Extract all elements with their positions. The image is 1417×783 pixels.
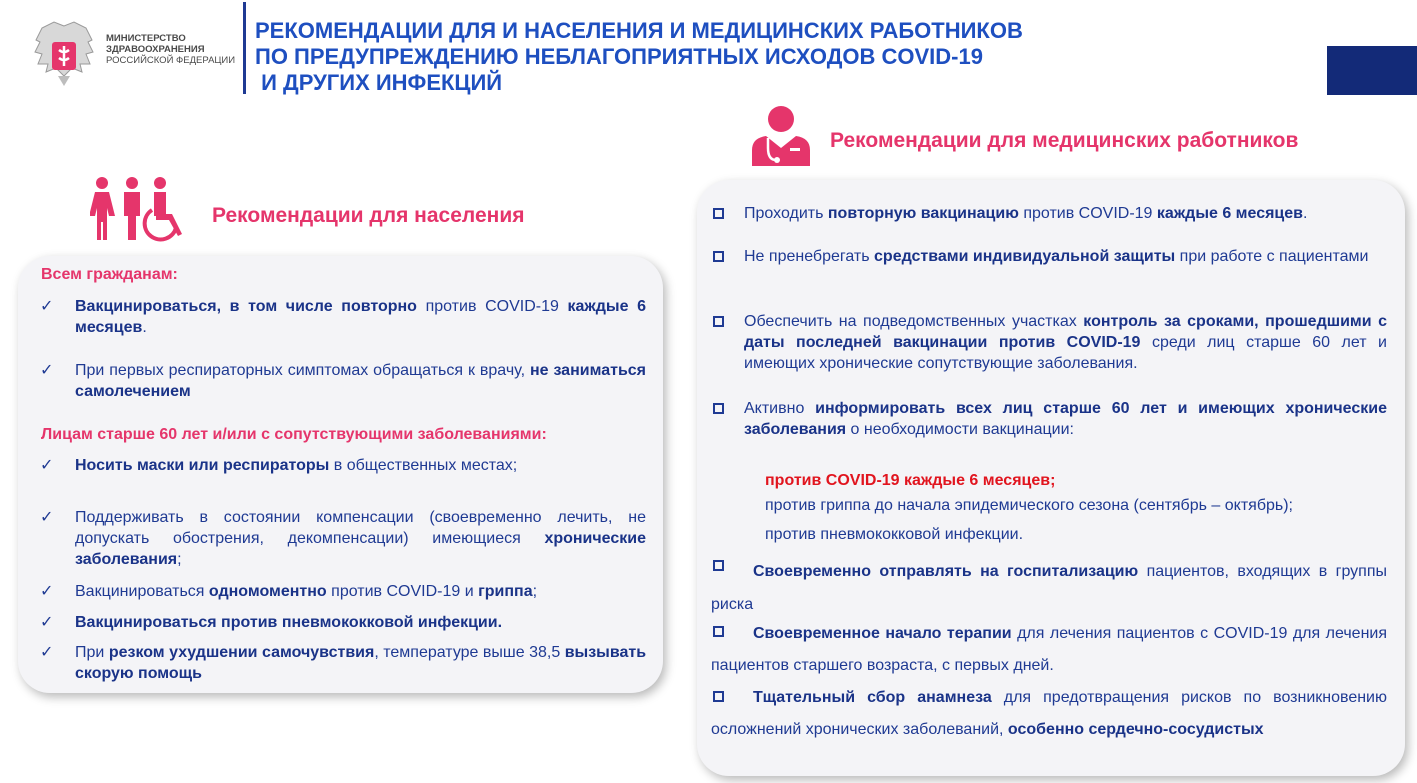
title-line: И ДРУГИХ ИНФЕКЦИЙ xyxy=(255,70,503,95)
title-line: ПО ПРЕДУПРЕЖДЕНИЮ НЕБЛАГОПРИЯТНЫХ ИСХОДОВ COVID-19 xyxy=(255,44,983,69)
list-item: Проходить повторную вакцинацию против COVID-19 каждые 6 месяцев. xyxy=(744,205,1308,222)
header-divider xyxy=(243,2,246,94)
list-item: Вакцинироваться одномоментно против COVID-19 и гриппа; xyxy=(75,583,538,600)
vaccination-sub-item: против гриппа до начала эпидемического сезона (сентябрь – октябрь); xyxy=(765,497,1293,514)
doctor-icon xyxy=(750,104,812,168)
medical-heading-text: Рекомендации для медицинских работников xyxy=(830,129,1299,152)
ministry-logo xyxy=(32,20,247,92)
list-item: Тщательный сбор анамнеза для предотвращения рисков по возникновению осложнений хронических заболеваний, особенно сердечно-сосудистых xyxy=(711,689,1387,738)
group-title-elderly: Лицам старше 60 лет и/или с сопутствующими заболеваниями: xyxy=(41,426,547,443)
logo-line: МИНИСТЕРСТВО xyxy=(106,33,186,44)
vaccination-sub-item: против пневмококковой инфекции. xyxy=(765,526,1024,543)
list-item: Своевременно отправлять на госпитализацию пациентов, входящих в группы риска xyxy=(711,563,1387,613)
checkmark-icon: ✓ xyxy=(40,644,54,661)
population-card xyxy=(18,256,663,693)
checkmark-icon: ✓ xyxy=(40,298,54,315)
eagle-emblem-icon xyxy=(32,20,96,90)
checkmark-icon: ✓ xyxy=(40,509,54,526)
list-item: Вакцинироваться, в том числе повторно против COVID-19 каждые 6 месяцев. xyxy=(75,298,646,336)
list-item: При первых респираторных симптомах обращаться к врачу, не заниматься самолечением xyxy=(75,362,647,400)
checkbox-bullet-icon xyxy=(713,208,724,219)
checkmark-icon: ✓ xyxy=(40,614,54,631)
list-item: Обеспечить на подведомственных участках контроль за сроками, прошедшими с даты последней вакцинации против COVID-19 среди лиц старше 60 лет и имеющих хронические сопутствующие заболевания. xyxy=(744,313,1387,372)
population-heading xyxy=(90,176,525,242)
checkbox-bullet-icon xyxy=(713,251,724,262)
list-item: Не пренебрегать средствами индивидуальной защиты при работе с пациентами xyxy=(744,248,1369,265)
corner-decoration xyxy=(1327,46,1417,95)
logo-line: РОССИЙСКОЙ ФЕДЕРАЦИИ xyxy=(106,55,236,66)
checkbox-bullet-icon xyxy=(713,403,724,414)
list-item: При резком ухудшении самочувствия, температуре выше 38,5 вызывать скорую помощь xyxy=(75,644,647,682)
list-item: Поддерживать в состоянии компенсации (своевременно лечить, не допускать обострения, декомпенсации) имеющиеся хронические заболевания; xyxy=(75,509,646,568)
checkbox-bullet-icon xyxy=(713,316,724,327)
title-line: РЕКОМЕНДАЦИИ ДЛЯ И НАСЕЛЕНИЯ И МЕДИЦИНСКИХ РАБОТНИКОВ xyxy=(255,18,1023,43)
group-title-all: Всем гражданам: xyxy=(41,266,178,283)
checkmark-icon: ✓ xyxy=(40,362,54,379)
page-title xyxy=(255,18,1315,96)
vaccination-sub-item: против COVID-19 каждые 6 месяцев; xyxy=(765,472,1056,489)
list-item: Активно информировать всех лиц старше 60 лет и имеющих хронические заболевания о необходимости вакцинации: xyxy=(744,400,1388,438)
people-icon xyxy=(90,176,196,242)
logo-line: ЗДРАВООХРАНЕНИЯ xyxy=(106,44,205,55)
medical-heading xyxy=(750,104,1298,168)
logo-text xyxy=(106,33,235,66)
checkmark-icon: ✓ xyxy=(40,583,54,600)
population-heading-text: Рекомендации для населения xyxy=(212,204,525,227)
list-item: Носить маски или респираторы в общественных местах; xyxy=(75,457,518,474)
checkmark-icon: ✓ xyxy=(40,457,54,474)
list-item: Своевременное начало терапии для лечения пациентов с COVID-19 для лечения пациентов старшего возраста, с первых дней. xyxy=(711,625,1388,674)
list-item: Вакцинироваться против пневмококковой инфекции. xyxy=(75,614,503,631)
medical-card xyxy=(697,180,1405,776)
